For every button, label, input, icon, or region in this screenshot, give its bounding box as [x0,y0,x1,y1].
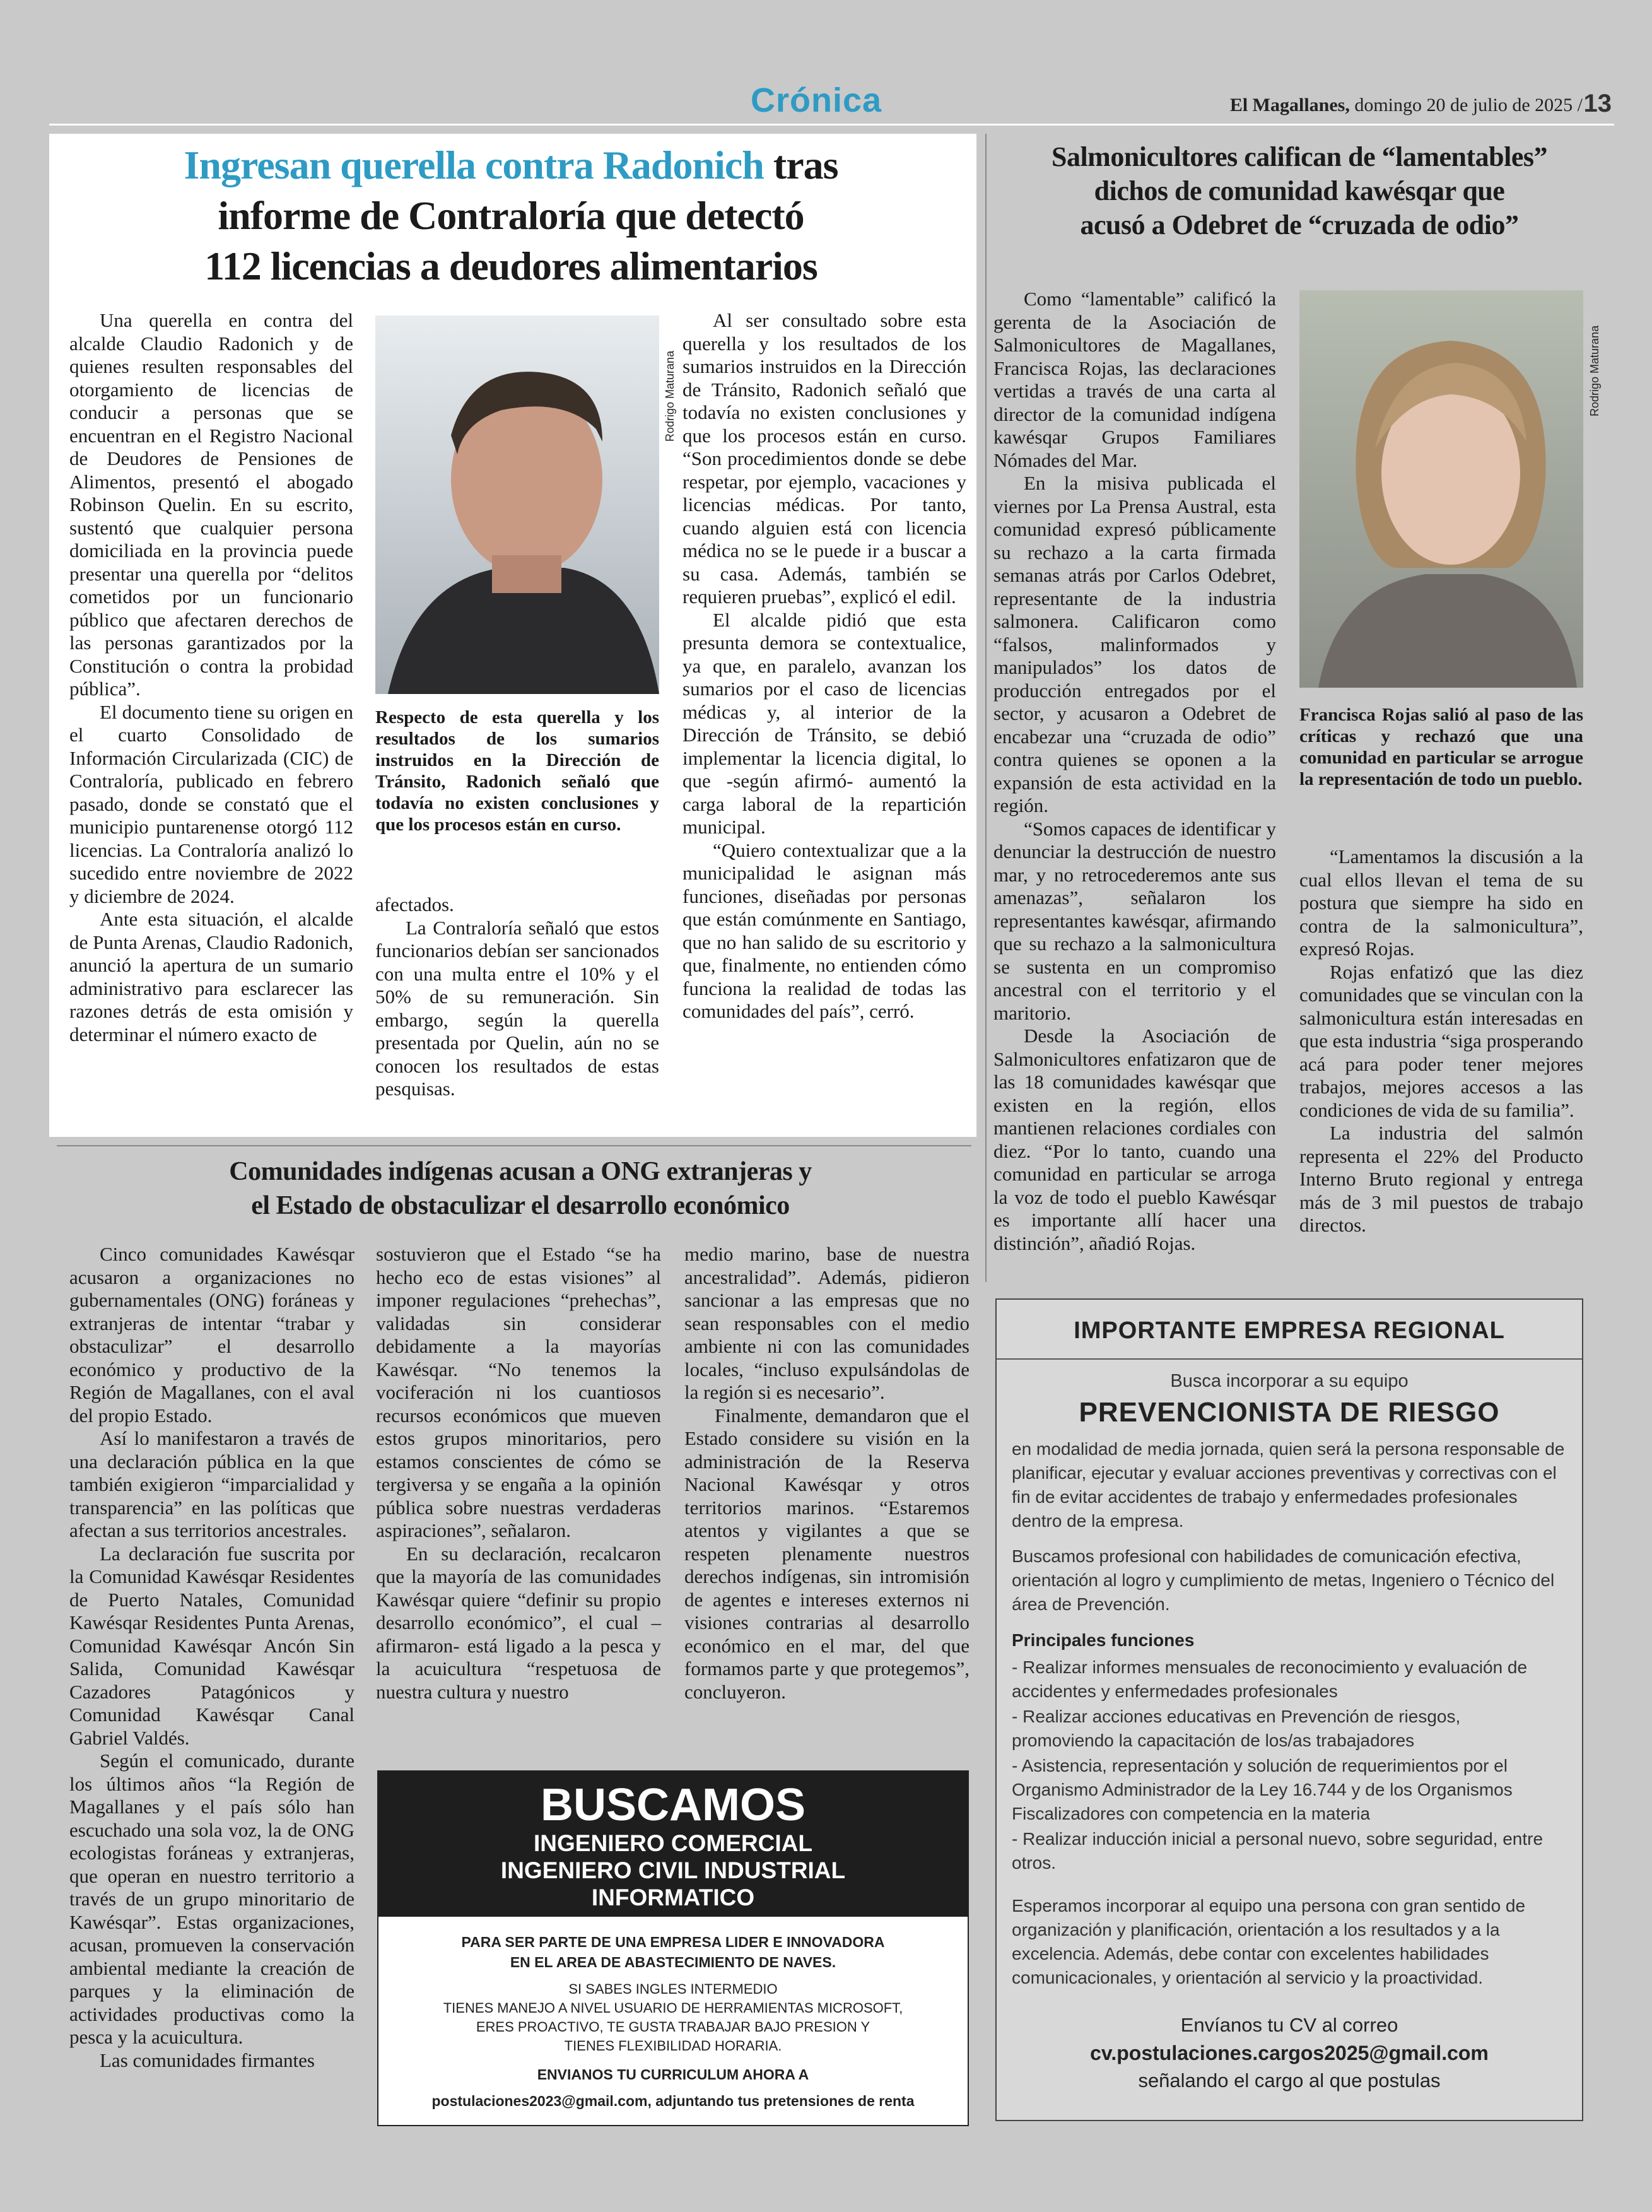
ad-prevencionista [995,1298,1583,2121]
ad-banner [378,1772,968,1917]
headline-line2: informe de Contraloría que detectó [218,193,804,238]
ad-title: PREVENCIONISTA DE RIESGO [1079,1397,1500,1428]
ad-cta: Envíanos tu CV al correo [1180,2014,1398,2036]
publication-name: El Magallanes, [1229,95,1350,115]
ad-header: IMPORTANTE EMPRESA REGIONAL [1074,1317,1505,1344]
paragraph: Al ser consultado sobre esta querella y los resultados de los sumarios instruidos en la Dirección de Tránsito, Radonich señaló que todavía no existen conclusiones y que los procesos están en curso. “Son procedimientos donde se debe respetar, por ejemplo, vacaciones y licencias médicas. Por tanto, cuando alguien está con licencia médica no se le puede ir a buscar a su casa. Además, también se requieren pruebas”, explicó el edil. [682,309,966,608]
ad-functions-title: Principales funciones [1012,1630,1195,1650]
ad-body [378,1917,968,2111]
ad-function-item: - Realizar informes mensuales de reconocimiento y evaluación de accidentes y enfermedades profesionales [1012,1657,1528,1701]
ad-contact-block [995,2011,1583,2095]
headline-line1: Comunidades indígenas acusan a ONG extranjeras y [229,1157,812,1186]
paragraph: Una querella en contra del alcalde Claudio Radonich y de quienes resulten responsables del otorgamiento de licencias de conducir a personas que se encuentran en el Registro Nacional de Deudores de Pensiones de Alimentos, presentó el abogado Robinson Quelin. En su escrito, sustentó que cualquier persona domiciliada en la provincia puede presentar una querella por “delitos cometidos por un funcionario público que afectaren derechos de las personas garantizados por la Constitución o contra la probidad pública”. [69,309,353,700]
ad-requirement: ERES PROACTIVO, TE GUSTA TRABAJAR BAJO PRESION Y [476,2019,870,2035]
article2-col2 [1299,845,1583,1237]
paragraph: “Quiero contextualizar que a la municipalidad le asignan más funciones, diseñadas por personas que están comúnmente en Santiago, que no han salido de su escritorio y que, finalmente, no entienden cómo funciona la realidad de todas las comunidades del país”, cerró. [682,838,966,1022]
headline-line3: acusó a Odebret de “cruzada de odio” [1080,209,1519,240]
ad-role: INFORMATICO [591,1885,755,1910]
headline-line1: Salmonicultores califican de “lamentables” [1051,141,1548,172]
article3-col2 [376,1243,661,1703]
ad-contact: postulaciones2023@gmail.com, adjuntando tus pretensiones de renta [431,2093,915,2109]
portrait-illustration [1299,290,1583,688]
article3-col1 [69,1243,354,2072]
paragraph: En la misiva publicada el viernes por La Prensa Austral, esta comunidad expresó públicamente su rechazo a la carta firmada semanas atrás por Carlos Odebret, representante de la industria salmonera. Calificaron como “falsos, malinformados y manipulados” los datos de producción entregados por el sector, y acusaron a Odebret de encabezar una “cruzada de odio” contra quienes se oponen a la expansión de esta actividad en la región. [993,472,1276,816]
article1-col1 [69,309,353,1046]
ad-lead: Busca incorporar a su equipo [1170,1371,1409,1391]
ad-function-item: - Realizar acciones educativas en Prevención de riesgos, promoviendo la capacitación de los/as trabajadores [1012,1707,1461,1750]
article3-col3 [684,1243,970,1703]
paragraph: Ante esta situación, el alcalde de Punta Arenas, Claudio Radonich, anunció la apertura de un sumario administrativo para esclarecer las razones detrás de esta omisión y determinar el número exacto de [69,908,353,1045]
article1-headline [69,140,952,291]
headline-line3: 112 licencias a deudores alimentarios [204,244,817,288]
ad-requirement: TIENES MANEJO A NIVEL USUARIO DE HERRAMIENTAS MICROSOFT, [443,2000,903,2016]
publication-date: domingo 20 de julio de 2025 [1354,95,1573,115]
paragraph: Así lo manifestaron a través de una declaración pública en la que también exigieron “imparcialidad y transparencia” en las políticas que afectan a sus territorios ancestrales. [69,1427,354,1541]
ad-cta: ENVIANOS TU CURRICULUM AHORA A [537,2066,809,2083]
divider [57,1145,971,1146]
article2-headline [997,140,1602,242]
paragraph: Desde la Asociación de Salmonicultores enfatizaron que de las 18 comunidades kawésqar que existen en la región, ellos mantienen relaciones cordiales con diez. “Por lo tanto, cuando una comunidad en particular se arroga la voz de todo el pueblo Kawésqar es importante allí hacer una distinción”, añadió Rojas. [993,1025,1276,1254]
radonich-photo [375,315,659,694]
ad-function-item: - Asistencia, representación y solución de requerimientos por el Organismo Administrador de la Ley 16.744 y de los Organismos Fiscalizadores con competencia en la materia [1012,1756,1513,1823]
ad-buscamos [377,1770,969,2126]
ad-requirement: TIENES FLEXIBILIDAD HORARIA. [564,2038,782,2054]
paragraph-continued: medio marino, base de nuestra ancestralidad”. Además, pidieron sancionar a las empresas que no sean responsables con el medio ambiente ni con las comunidades locales, “incluso expulsándolas de la región si es necesario”. [684,1243,970,1403]
paragraph: “Lamentamos la discusión a la cual ellos llevan el tema de su postura que siempre ha sido en contra de la salmonicultura”, expresó Rojas. [1299,845,1583,960]
header-rule [49,124,1614,126]
separator: / [1577,95,1583,115]
ad-function-item: - Realizar inducción inicial a personal nuevo, sobre seguridad, entre otros. [1012,1829,1544,1873]
paragraph: Las comunidades firmantes [100,2049,315,2071]
ad-note: señalando el cargo al que postulas [1138,2069,1441,2091]
paragraph: Finalmente, demandaron que el Estado considere su visión en la administración de la Reserva Nacional Kawésqar y otros territorios marinos. “Estaremos atentos y vigilantes a que se respeten plenamente nuestros derechos indígenas, sin intromisión de agentes e intereses externos ni visiones contrarias al desarrollo económico en el mar, del que formamos parte y que protegemos”, concluyeron. [684,1404,970,1703]
ad-title: BUSCAMOS [540,1780,805,1830]
ad-role: INGENIERO COMERCIAL [534,1830,812,1856]
ad-paragraph: en modalidad de media jornada, quien será la persona responsable de planificar, ejecutar y evaluar acciones preventivas y correctivas con el fin de evitar accidentes de trabajo y enfermedades profesionales dentro de la empresa. [1012,1439,1565,1531]
headline-highlight: Ingresan querella contra Radonich [184,143,764,187]
paragraph: Cinco comunidades Kawésqar acusaron a organizaciones no gubernamentales (ONG) foráneas y extranjeras de intentar “trabar y obstaculizar” el desarrollo económico y productivo de la Región de Magallanes, con el aval del propio Estado. [69,1243,354,1427]
article1-col2 [375,893,659,1101]
paragraph: Como “lamentable” calificó la gerenta de la Asociación de Salmonicultores de Magallanes, Francisca Rojas, las declaraciones vertidas a través de una carta al director de la comunidad indígena kawésqar Grupos Familiares Nómades del Mar. [993,288,1276,471]
ad-intro: PARA SER PARTE DE UNA EMPRESA LIDER E INNOVADORA [461,1934,885,1950]
ad-paragraph: Buscamos profesional con habilidades de comunicación efectiva, orientación al logro y cumplimiento de metas, Ingeniero o Técnico del área de Prevención. [1012,1546,1555,1614]
paragraph: El documento tiene su origen en el cuarto Consolidado de Información Circularizada (CIC) de Contraloría, publicado en febrero pasado, donde se constató que el municipio puntarenense otorgó 112 licencias. La Contraloría analizó lo sucedido entre noviembre de 2022 y diciembre de 2024. [69,700,353,907]
article3-headline [69,1155,971,1223]
photo-credit: Rodrigo Maturana [1588,325,1601,416]
rojas-photo [1299,290,1583,688]
page-number: 13 [1583,90,1612,117]
ad-role: INGENIERO CIVIL INDUSTRIAL [500,1857,846,1883]
ad-requirement: SI SABES INGLES INTERMEDIO [568,1981,778,1997]
photo-caption: Respecto de esta querella y los resultados de los sumarios instruidos en la Dirección de Tránsito, Radonich señaló que todavía no existen conclusiones y que los procesos están en curso. [375,707,659,835]
paragraph: Según el comunicado, durante los últimos años “la Región de Magallanes y el país sólo han escuchado una sola voz, la de ONG ecologistas foráneas y extranjeras, que operan en nuestro territorio a través de un grupo minoritario de Kawésqar”. Estas organizaciones, acusan, promueven la conservación ambiental mediante la creación de parques y la eliminación de actividades productivas como la pesca y la acuicultura. [69,1750,354,2048]
ad-intro: EN EL AREA DE ABASTECIMIENTO DE NAVES. [510,1954,836,1970]
article2-col1 [993,288,1276,1255]
headline-part: tras [773,143,838,187]
ad-paragraph: Esperamos incorporar al equipo una persona con gran sentido de organización y planificación, orientación a los resultados y a la excelencia. Además, debe contar con excelentes habilidades comunicacionales, y orientación al servicio y la proactividad. [1012,1896,1526,1987]
photo-caption: Francisca Rojas salió al paso de las críticas y rechazó que una comunidad en particular se arrogue la representación de todo un pueblo. [1299,705,1583,789]
headline-line2: el Estado de obstaculizar el desarrollo económico [251,1191,790,1220]
column-divider [985,134,987,1282]
paragraph: La Contraloría señaló que estos funcionarios debían ser sancionados con una multa entre el 10% y el 50% de su remuneración. Sin embargo, según la querella presentada por Quelin, aún no se conocen los resultados de estas pesquisas. [375,916,659,1100]
paragraph-continued: afectados. [375,893,454,915]
paragraph-continued: sostuvieron que el Estado “se ha hecho eco de estas visiones” al imponer regulaciones “prehechas”, validadas sin considerar debidamente a la mayorías Kawésqar. “No tenemos la vociferación ni los cuantiosos recursos económicos que mueven estos grupos minoritarios, pero estamos conscientes de cómo se tergiversa y se engaña a la opinión pública sobre nuestras verdaderas aspiraciones”, señalaron. [376,1243,661,1541]
headline-line2: dichos de comunidad kawésqar que [1094,175,1505,206]
article1-col3 [682,309,966,1023]
paragraph: Rojas enfatizó que las diez comunidades que se vinculan con la salmonicultura están interesadas en que esta industria “siga prosperando acá para poder tener mejores trabajos, mejores accesos a las condiciones de vida de su familia”. [1299,960,1583,1121]
ad-email: cv.postulaciones.cargos2025@gmail.com [1090,2042,1489,2064]
photo-credit: Rodrigo Maturana [664,350,676,442]
portrait-illustration [375,315,659,694]
paragraph: En su declaración, recalcaron que la mayoría de las comunidades Kawésqar quiere “definir su propio desarrollo económico”, el cual –afirmaron- está ligado a la pesca y la acuicultura “respetuosa de nuestra cultura y nuestro [376,1542,661,1703]
paragraph: La declaración fue suscrita por la Comunidad Kawésqar Residentes de Puerto Natales, Comunidad Kawésqar Residentes Punta Arenas, Comunidad Kawésqar Ancón Sin Salida, Comunidad Kawésqar Cazadores Patagónicos y Comunidad Kawésqar Canal Gabriel Valdés. [69,1542,354,1749]
paragraph: “Somos capaces de identificar y denunciar la destrucción de nuestro mar, y no retrocederemos ante sus amenazas”, señalaron los representantes kawésqar, afirmando que su rechazo a la salmonicultura se sustenta en un compromiso ancestral con el territorio y el maritorio. [993,817,1276,1024]
paragraph: La industria del salmón representa el 22% del Producto Interno Bruto regional y entrega más de 3 mil puestos de trabajo directos. [1299,1122,1583,1236]
publication-line [1230,95,1583,116]
section-name: Crónica [751,81,882,119]
paragraph: El alcalde pidió que esta presunta demora se contextualice, ya que, en paralelo, avanzan los sumarios por el caso de licencias médicas y, al interior de la Dirección de Tránsito, se debió implementar la licencia digital, lo que -según afirmó- aumentó la carga laboral de la repartición municipal. [682,608,966,838]
